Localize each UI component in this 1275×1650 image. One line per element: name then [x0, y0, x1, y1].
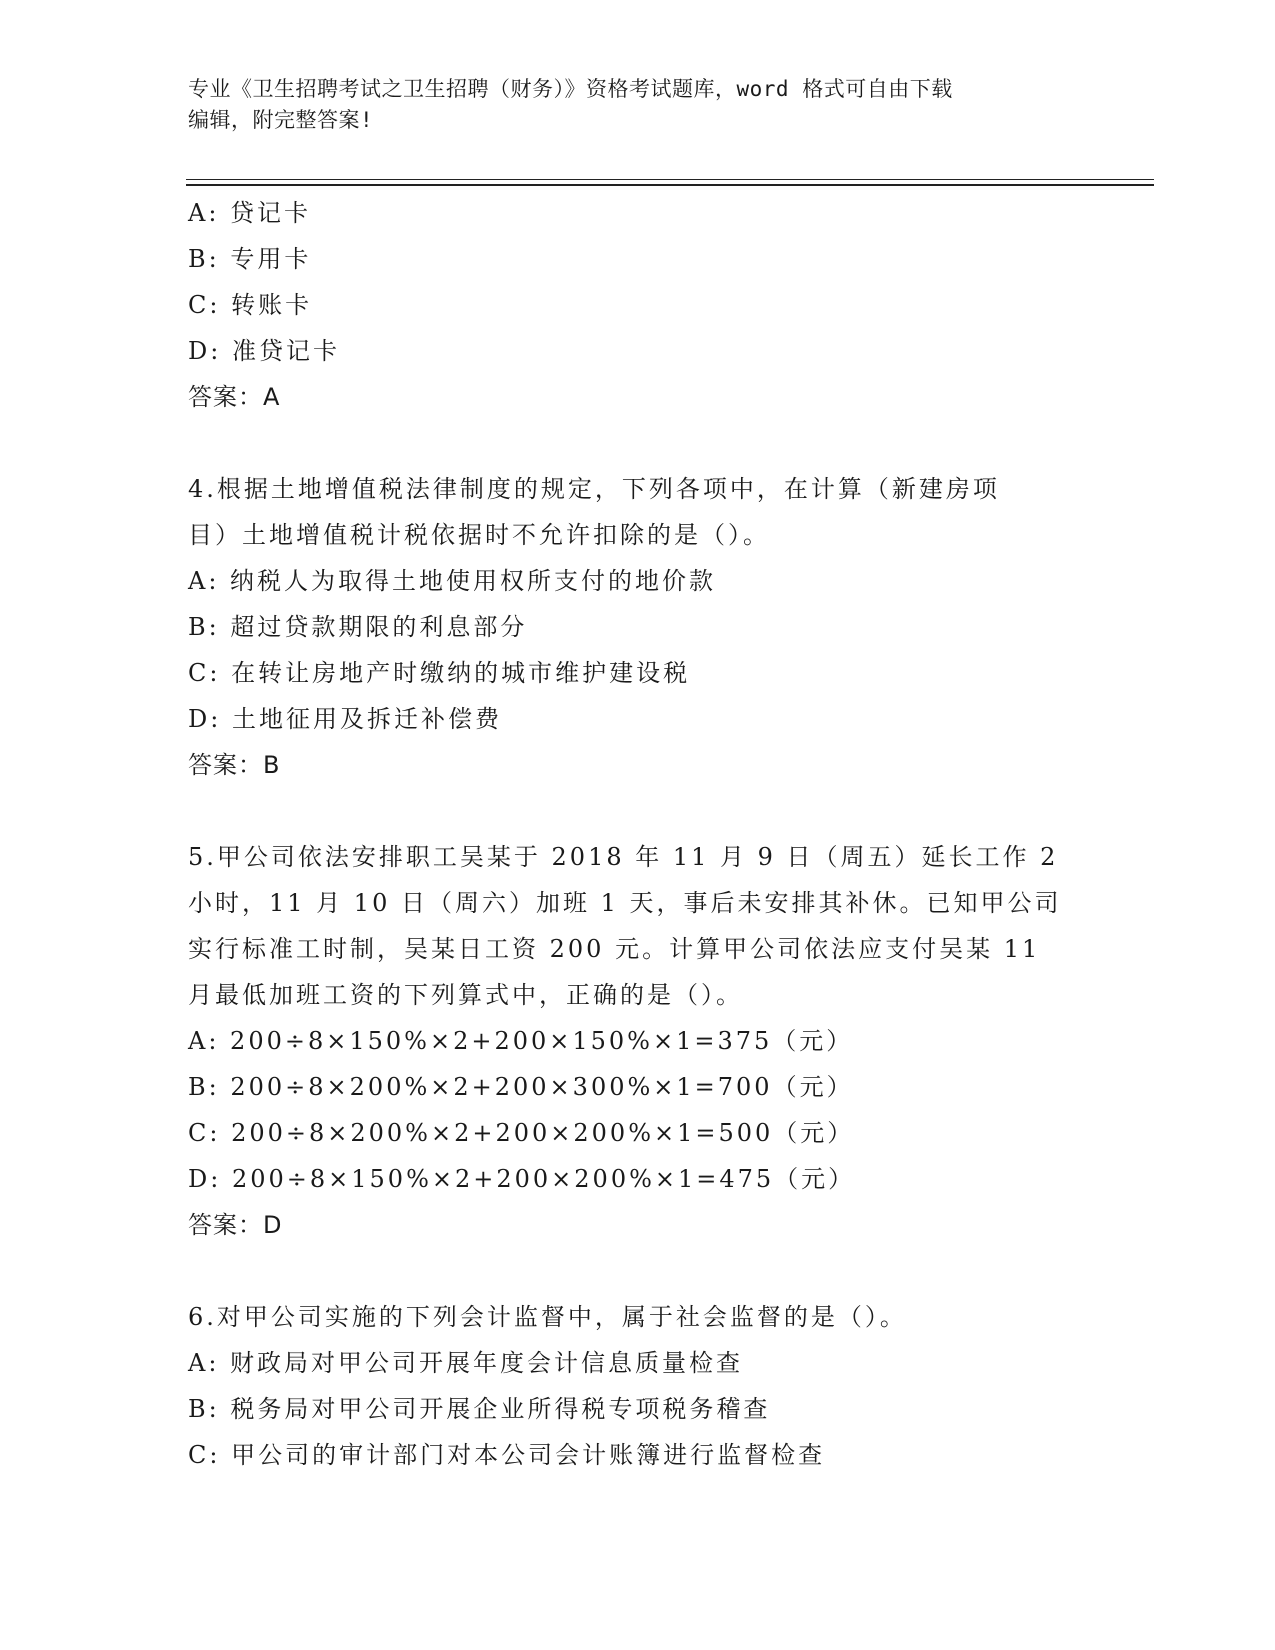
- header-line-2: 编辑，附完整答案!: [188, 108, 374, 132]
- question-block-4: [188, 466, 1148, 788]
- option-a: A: 纳税人为取得土地使用权所支付的地价款: [188, 567, 717, 595]
- question-stem-line: 5.甲公司依法安排职工吴某于 2018 年 11 月 9 日（周五）延长工作 2: [188, 843, 1059, 871]
- option-d: D: 200÷8×150%×2+200×200%×1=475（元）: [188, 1165, 856, 1193]
- option-c: C: 转账卡: [188, 291, 313, 319]
- option-b: B: 超过贷款期限的利息部分: [188, 613, 528, 641]
- option-a: A: 200÷8×150%×2+200×150%×1=375（元）: [188, 1027, 854, 1055]
- question-list: [188, 190, 1148, 1478]
- option-d: D: 土地征用及拆迁补偿费: [188, 705, 502, 733]
- question-block-3: [188, 190, 1148, 420]
- option-c: C: 甲公司的审计部门对本公司会计账簿进行监督检查: [188, 1441, 826, 1469]
- option-d: D: 准贷记卡: [188, 337, 340, 365]
- answer-line: 答案：D: [188, 1211, 283, 1239]
- option-a: A: 财政局对甲公司开展年度会计信息质量检查: [188, 1349, 744, 1377]
- question-stem-line: 小时，11 月 10 日（周六）加班 1 天，事后未安排其补休。已知甲公司: [188, 889, 1062, 917]
- header-divider-thin: [186, 179, 1154, 180]
- spacer: [188, 1248, 1148, 1294]
- option-b: B: 200÷8×200%×2+200×300%×1=700（元）: [188, 1073, 854, 1101]
- answer-line: 答案：A: [188, 383, 281, 411]
- option-a: A: 贷记卡: [188, 199, 312, 227]
- option-c: C: 在转让房地产时缴纳的城市维护建设税: [188, 659, 691, 687]
- header-line-1: 专业《卫生招聘考试之卫生招聘（财务）》资格考试题库，word 格式可自由下载: [188, 77, 953, 101]
- option-b: B: 税务局对甲公司开展企业所得税专项税务稽查: [188, 1395, 771, 1423]
- answer-line: 答案：B: [188, 751, 281, 779]
- question-stem-line: 月最低加班工资的下列算式中，正确的是（）。: [188, 981, 743, 1009]
- document-header: [188, 74, 1088, 136]
- question-block-5: [188, 834, 1148, 1248]
- header-divider-thick: [186, 184, 1154, 186]
- question-stem-line: 4.根据土地增值税法律制度的规定，下列各项中，在计算（新建房项: [188, 475, 1000, 503]
- question-stem-line: 6.对甲公司实施的下列会计监督中，属于社会监督的是（）。: [188, 1303, 907, 1331]
- spacer: [188, 788, 1148, 834]
- option-c: C: 200÷8×200%×2+200×200%×1=500（元）: [188, 1119, 855, 1147]
- question-stem-line: 目）土地增值税计税依据时不允许扣除的是（）。: [188, 521, 770, 549]
- question-block-6: [188, 1294, 1148, 1478]
- question-stem-line: 实行标准工时制，吴某日工资 200 元。计算甲公司依法应支付吴某 11: [188, 935, 1041, 963]
- spacer: [188, 420, 1148, 466]
- option-b: B: 专用卡: [188, 245, 312, 273]
